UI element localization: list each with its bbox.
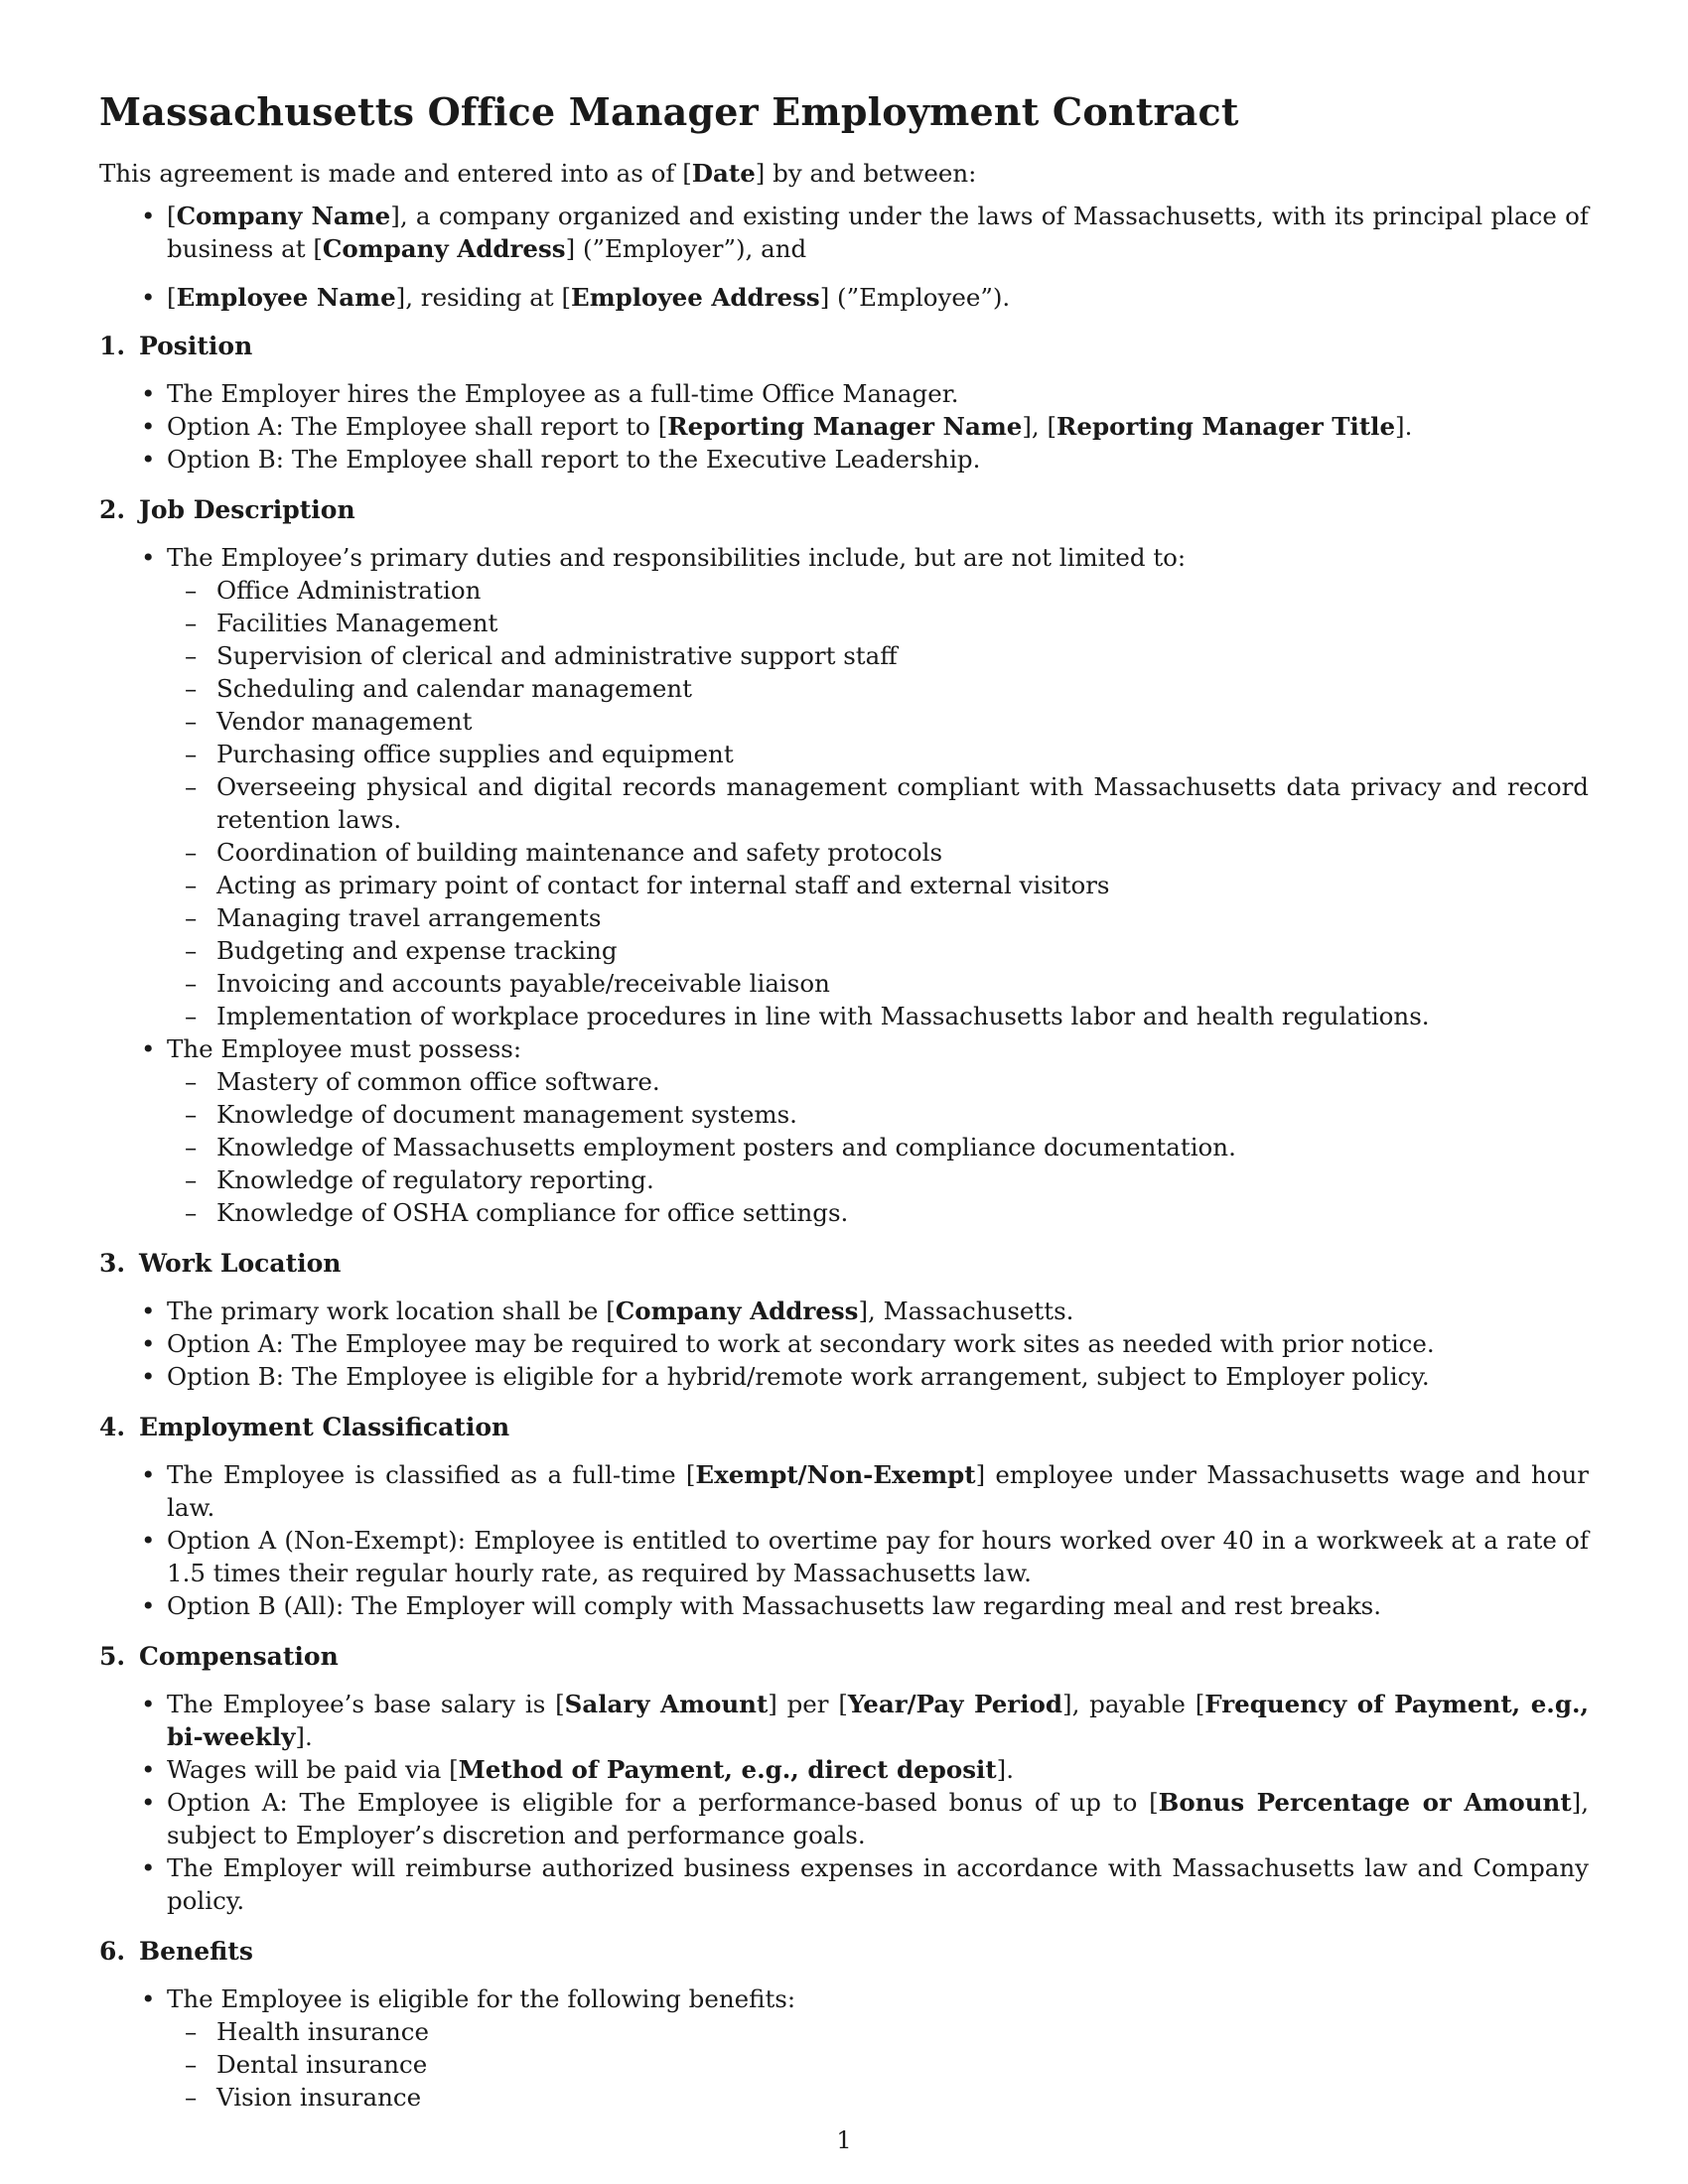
- list-item: • Option A: The Employee may be required to work at secondary work sites as needed with prior notice.: [99, 1327, 1589, 1360]
- bonus-field: Bonus Percentage or Amount: [1158, 1787, 1572, 1817]
- list-item: • The Employee is classified as a full-time [Exempt/Non-Exempt] employee under Massachusetts wage and hour law.: [99, 1458, 1589, 1524]
- list-item: – Office Administration: [155, 574, 1589, 607]
- list-item: – Knowledge of document management systems.: [155, 1098, 1589, 1131]
- section-benefits: [99, 1935, 1589, 2114]
- list-item: • Wages will be paid via [Method of Payment, e.g., direct deposit].: [99, 1753, 1589, 1786]
- document-page: [99, 89, 1589, 2114]
- party-employee: • [Employee Name], residing at [Employee Address] (”Employee”).: [99, 281, 1589, 314]
- reporting-manager-title-field: Reporting Manager Title: [1056, 411, 1396, 441]
- list-item: • Option B: The Employee shall report to the Executive Leadership.: [99, 443, 1589, 476]
- list-item: • The Employer will reimburse authorized business expenses in accordance with Massachusetts law and Company policy.: [99, 1851, 1589, 1917]
- section-heading: 6. Benefits: [99, 1936, 253, 1966]
- reporting-manager-name-field: Reporting Manager Name: [667, 411, 1023, 441]
- section-work-location: [99, 1247, 1589, 1393]
- benefit-items-list: [167, 2015, 1589, 2114]
- document-title: Massachusetts Office Manager Employment Contract: [99, 89, 1239, 134]
- section-heading: 5. Compensation: [99, 1641, 339, 1671]
- list-item: – Health insurance: [155, 2015, 1589, 2048]
- list-item: – Overseeing physical and digital records management compliant with Massachusetts data privacy and record retention laws.: [155, 770, 1589, 836]
- list-item: – Invoicing and accounts payable/receivable liaison: [155, 967, 1589, 1000]
- parties-list: [99, 200, 1589, 314]
- list-item: • Option A: The Employee is eligible for a performance-based bonus of up to [Bonus Percentage or Amount], subject to Employer’s discretion and performance goals.: [99, 1786, 1589, 1851]
- salary-amount-field: Salary Amount: [564, 1689, 769, 1718]
- list-item: • The Employee must possess: – Mastery of common office software. – Knowledge of document management systems. – Knowledge of Massachusetts employment posters and compliance documentation. – Knowledge of regulatory reporting. – Knowledge of OSHA compliance for office settings.: [99, 1032, 1589, 1229]
- list-item: – Purchasing office supplies and equipment: [155, 738, 1589, 770]
- list-item: – Acting as primary point of contact for internal staff and external visitors: [155, 869, 1589, 901]
- work-location-list: [99, 1295, 1589, 1393]
- section-heading: 2. Job Description: [99, 494, 355, 524]
- list-item: • The Employee’s base salary is [Salary Amount] per [Year/Pay Period], payable [Frequency of Payment, e.g., bi-weekly].: [99, 1688, 1589, 1753]
- list-item: • Option B: The Employee is eligible for a hybrid/remote work arrangement, subject to Employer policy.: [99, 1360, 1589, 1393]
- pay-period-field: Year/Pay Period: [847, 1689, 1062, 1718]
- intro-paragraph: This agreement is made and entered into as of [Date] by and between:: [99, 158, 977, 188]
- company-address-field: Company Address: [322, 233, 566, 263]
- list-item: • Option A: The Employee shall report to [Reporting Manager Name], [Reporting Manager Title].: [99, 410, 1589, 443]
- list-item: – Facilities Management: [155, 607, 1589, 639]
- employee-address-field: Employee Address: [571, 282, 820, 312]
- list-item: • Option B (All): The Employer will comply with Massachusetts law regarding meal and rest breaks.: [99, 1589, 1589, 1622]
- section-heading: 3. Work Location: [99, 1248, 342, 1278]
- company-address-field: Company Address: [615, 1296, 859, 1325]
- party-employer: • [Company Name], a company organized and existing under the laws of Massachusetts, with its principal place of business at [Company Address] (”Employer”), and: [99, 200, 1589, 265]
- list-item: – Knowledge of OSHA compliance for office settings.: [155, 1196, 1589, 1229]
- list-item: • The Employee is eligible for the following benefits: – Health insurance – Dental insurance – Vision insurance: [99, 1982, 1589, 2114]
- position-list: [99, 377, 1589, 476]
- list-item: • The Employee’s primary duties and responsibilities include, but are not limited to: – Office Administration – Facilities Management – Supervision of clerical and administrative support staff – Scheduling and calendar management – Vendor management – Purchasing office supplies and equipment – Overseeing physical and digital records management compliant with Massachusetts data privacy and record retention laws. – Coordination of building maintenance and safety protocols – Acting as primary point of contact for internal staff and external visitors – Managing travel arrangements – Budgeting and expense tracking – Invoicing and accounts payable/receivable liaison – Implementation of workplace procedures in line with Massachusetts labor and health regulations.: [99, 541, 1589, 1032]
- exempt-status-field: Exempt/Non-Exempt: [695, 1459, 976, 1489]
- list-item: – Mastery of common office software.: [155, 1065, 1589, 1098]
- page-number: 1: [836, 2126, 852, 2154]
- list-item: – Vision insurance: [155, 2081, 1589, 2114]
- list-item: – Managing travel arrangements: [155, 901, 1589, 934]
- list-item: – Supervision of clerical and administrative support staff: [155, 639, 1589, 672]
- list-item: – Scheduling and calendar management: [155, 672, 1589, 705]
- company-name-field: Company Name: [176, 201, 391, 230]
- job-description-list: [99, 541, 1589, 1229]
- list-item: • The Employer hires the Employee as a full-time Office Manager.: [99, 377, 1589, 410]
- section-heading: 1. Position: [99, 331, 253, 360]
- list-item: • Option A (Non-Exempt): Employee is entitled to overtime pay for hours worked over 40 in a workweek at a rate of 1.5 times their regular hourly rate, as required by Massachusetts law.: [99, 1524, 1589, 1589]
- section-position: [99, 330, 1589, 476]
- payment-method-field: Method of Payment, e.g., direct deposit: [458, 1754, 997, 1784]
- date-field: Date: [691, 158, 756, 188]
- list-item: – Implementation of workplace procedures in line with Massachusetts labor and health regulations.: [155, 1000, 1589, 1032]
- skills-list: [167, 1065, 1589, 1229]
- list-item: – Knowledge of regulatory reporting.: [155, 1163, 1589, 1196]
- employee-name-field: Employee Name: [176, 282, 396, 312]
- duties-list: [167, 574, 1589, 1032]
- list-item: – Budgeting and expense tracking: [155, 934, 1589, 967]
- list-item: – Coordination of building maintenance and safety protocols: [155, 836, 1589, 869]
- compensation-list: [99, 1688, 1589, 1917]
- section-employment-classification: [99, 1411, 1589, 1622]
- benefits-list: [99, 1982, 1589, 2114]
- list-item: – Knowledge of Massachusetts employment posters and compliance documentation.: [155, 1131, 1589, 1163]
- list-item: • The primary work location shall be [Company Address], Massachusetts.: [99, 1295, 1589, 1327]
- list-item: – Dental insurance: [155, 2048, 1589, 2081]
- section-compensation: [99, 1640, 1589, 1917]
- list-item: – Vendor management: [155, 705, 1589, 738]
- section-heading: 4. Employment Classification: [99, 1412, 510, 1441]
- section-job-description: [99, 493, 1589, 1229]
- classification-list: [99, 1458, 1589, 1622]
- payment-frequency-field: Frequency of Payment, e.g., bi-weekly: [167, 1689, 1590, 1751]
